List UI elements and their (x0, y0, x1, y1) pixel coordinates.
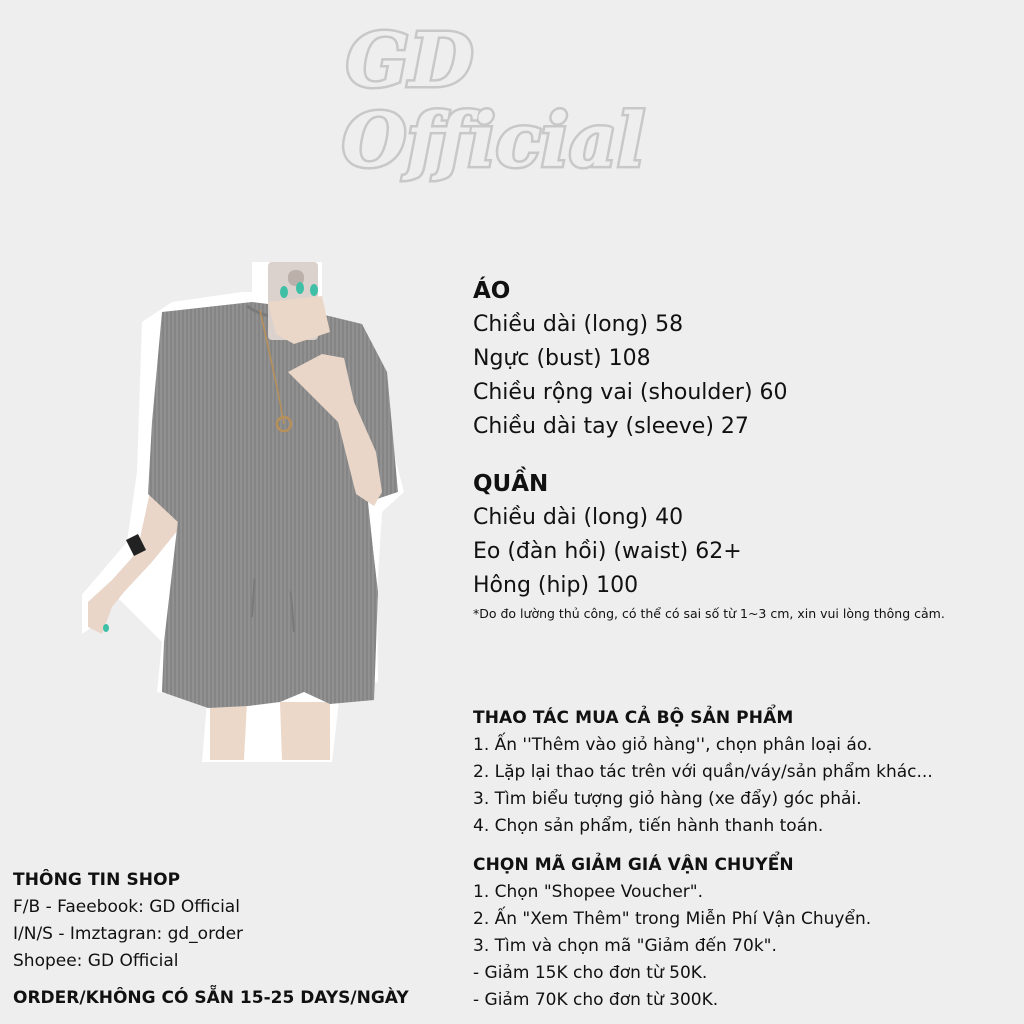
shirt-sleeve: Chiều dài tay (sleeve) 27 (473, 414, 749, 439)
pants-spec (473, 467, 742, 603)
voucher-instructions (473, 852, 871, 1014)
order-notice: ORDER/KHÔNG CÓ SẴN 15-25 DAYS/NGÀY (13, 988, 409, 1008)
voucher-step-3: 3. Tìm và chọn mã "Giảm đến 70k". (473, 936, 777, 956)
brand-logo (338, 8, 678, 183)
purchase-step-1: 1. Ấn ''Thêm vào giỏ hàng'', chọn phân loại áo. (473, 735, 873, 755)
purchase-step-3: 3. Tìm biểu tượng giỏ hàng (xe đẩy) góc phải. (473, 789, 862, 809)
shirt-length: Chiều dài (long) 58 (473, 312, 684, 337)
pants-length: Chiều dài (long) 40 (473, 505, 684, 530)
voucher-title: CHỌN MÃ GIẢM GIÁ VẬN CHUYỂN (473, 855, 794, 875)
shop-facebook: F/B - Faeebook: GD Official (13, 897, 240, 917)
purchase-title: THAO TÁC MUA CẢ BỘ SẢN PHẨM (473, 708, 794, 728)
measurement-note: *Do đo lường thủ công, có thể có sai số từ 1~3 cm, xin vui lòng thông cảm. (473, 606, 945, 621)
logo-line-2: Official (342, 98, 646, 183)
pants-spec-title: QUẦN (473, 471, 549, 497)
voucher-step-2: 2. Ấn "Xem Thêm" trong Miễn Phí Vận Chuyển. (473, 909, 872, 929)
shirt-bust: Ngực (bust) 108 (473, 346, 651, 371)
logo-line-1: GD (346, 18, 474, 104)
purchase-instructions (473, 705, 933, 840)
pants-hip: Hông (hip) 100 (473, 573, 639, 598)
shirt-spec-title: ÁO (473, 278, 511, 304)
voucher-discount-1: - Giảm 15K cho đơn từ 50K. (473, 963, 708, 983)
purchase-step-4: 4. Chọn sản phẩm, tiến hành thanh toán. (473, 816, 824, 836)
shirt-shoulder: Chiều rộng vai (shoulder) 60 (473, 380, 788, 405)
voucher-discount-2: - Giảm 70K cho đơn từ 300K. (473, 990, 719, 1010)
product-photo (82, 262, 404, 762)
shop-instagram: I/N/S - Imztagran: gd_order (13, 924, 244, 944)
shirt-spec (473, 274, 788, 444)
shop-info (13, 867, 243, 975)
shop-shopee: Shopee: GD Official (13, 951, 179, 971)
shop-info-title: THÔNG TIN SHOP (13, 870, 181, 890)
purchase-step-2: 2. Lặp lại thao tác trên với quần/váy/sản phẩm khác... (473, 762, 933, 782)
pants-waist: Eo (đàn hồi) (waist) 62+ (473, 539, 742, 564)
voucher-step-1: 1. Chọn "Shopee Voucher". (473, 882, 704, 902)
